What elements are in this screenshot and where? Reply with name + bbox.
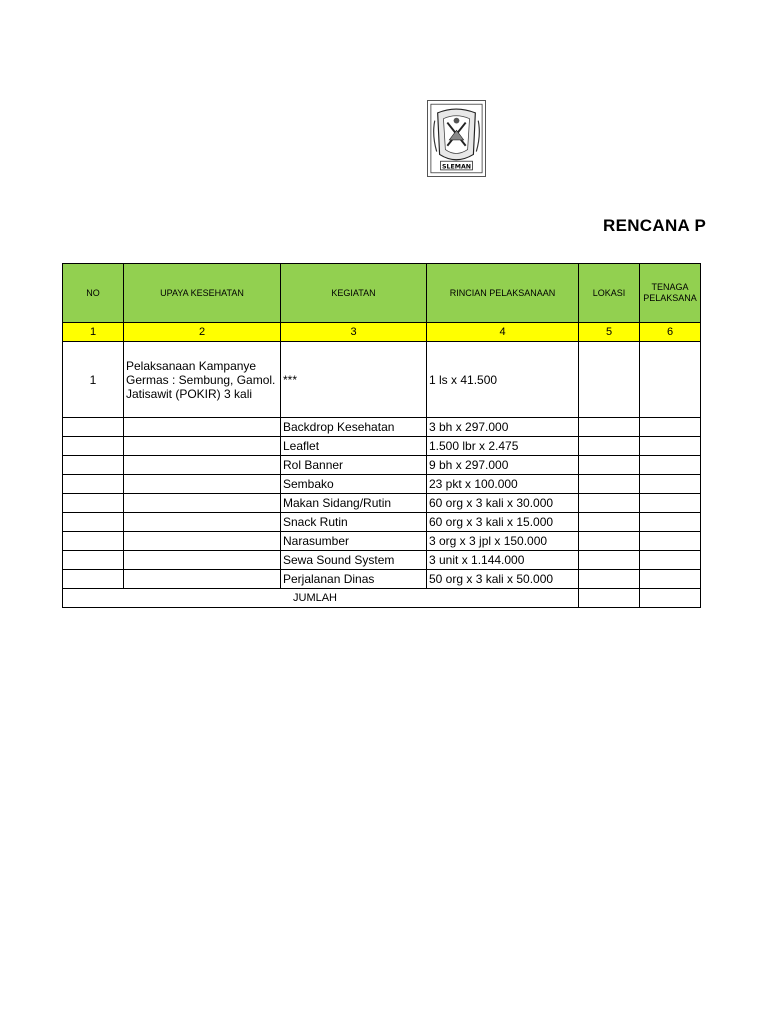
table-row-main (63, 342, 701, 418)
header-kegiatan: KEGIATAN (281, 264, 427, 323)
cell-kegiatan: Leaflet (281, 437, 427, 456)
cell-rincian: 50 org x 3 kali x 50.000 (427, 570, 579, 589)
cell-tenaga (640, 342, 701, 418)
table-row (63, 570, 701, 589)
logo-caption: SLEMAN (441, 163, 472, 171)
column-number: 5 (579, 323, 640, 342)
table-row (63, 418, 701, 437)
header-lokasi: LOKASI (579, 264, 640, 323)
cell-kegiatan: Rol Banner (281, 456, 427, 475)
cell-kegiatan: Sewa Sound System (281, 551, 427, 570)
cell-kegiatan: Perjalanan Dinas (281, 570, 427, 589)
cell-rincian: 1 ls x 41.500 (427, 342, 579, 418)
table-row (63, 532, 701, 551)
cell-kegiatan: *** (281, 342, 427, 418)
cell-rincian: 3 org x 3 jpl x 150.000 (427, 532, 579, 551)
table-row (63, 456, 701, 475)
cell-rincian: 60 org x 3 kali x 30.000 (427, 494, 579, 513)
column-number-row (63, 323, 701, 342)
cell-rincian: 23 pkt x 100.000 (427, 475, 579, 494)
header-row (63, 264, 701, 323)
column-number: 1 (63, 323, 124, 342)
cell-rincian: 60 org x 3 kali x 15.000 (427, 513, 579, 532)
cell-rincian: 1.500 lbr x 2.475 (427, 437, 579, 456)
plan-table (62, 263, 701, 608)
cell-no: 1 (63, 342, 124, 418)
header-tenaga-pelaksana: TENAGA PELAKSANA (640, 264, 701, 323)
header-rincian-pelaksanaan: RINCIAN PELAKSANAAN (427, 264, 579, 323)
coat-of-arms-icon (428, 101, 485, 176)
column-number: 2 (124, 323, 281, 342)
cell-kegiatan: Sembako (281, 475, 427, 494)
cell-rincian: 3 unit x 1.144.000 (427, 551, 579, 570)
sleman-logo (427, 100, 486, 177)
cell-rincian: 3 bh x 297.000 (427, 418, 579, 437)
cell-kegiatan: Narasumber (281, 532, 427, 551)
header-no: NO (63, 264, 124, 323)
cell-kegiatan: Makan Sidang/Rutin (281, 494, 427, 513)
cell-rincian: 9 bh x 297.000 (427, 456, 579, 475)
cell-upaya: Pelaksanaan Kampanye Germas : Sembung, Gamol. Jatisawit (POKIR) 3 kali (124, 342, 281, 418)
header-upaya-kesehatan: UPAYA KESEHATAN (124, 264, 281, 323)
table-row (63, 437, 701, 456)
cell-lokasi (579, 342, 640, 418)
table-row (63, 551, 701, 570)
table-row (63, 475, 701, 494)
column-number: 6 (640, 323, 701, 342)
page-title: RENCANA P (603, 216, 707, 235)
total-row (63, 589, 701, 608)
total-label: JUMLAH (63, 589, 579, 608)
column-number: 4 (427, 323, 579, 342)
cell-kegiatan: Backdrop Kesehatan (281, 418, 427, 437)
cell-kegiatan: Snack Rutin (281, 513, 427, 532)
table-row (63, 513, 701, 532)
column-number: 3 (281, 323, 427, 342)
table-row (63, 494, 701, 513)
